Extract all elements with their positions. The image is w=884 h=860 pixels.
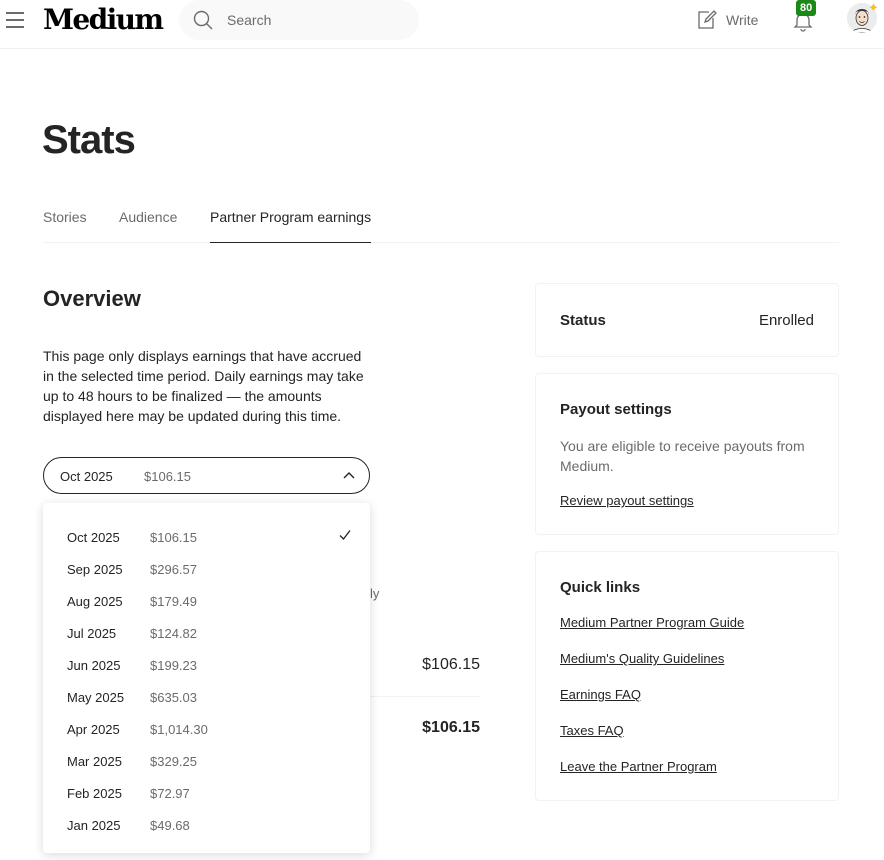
month-option-amount: $106.15 [150,530,197,545]
menu-icon[interactable] [6,12,24,28]
tab-stories[interactable]: Stories [43,209,87,225]
payout-eligibility-text: You are eligible to receive payouts from Medium. [560,438,805,474]
taxes-faq-link[interactable]: Taxes FAQ [560,723,624,738]
quick-links-card [535,551,839,801]
month-option-amount: $296.57 [150,562,197,577]
month-option-amount: $329.25 [150,754,197,769]
month-option-amount: $199.23 [150,658,197,673]
stats-tabs [43,200,839,243]
write-icon [696,9,718,31]
month-option[interactable] [43,809,370,841]
month-dropdown-menu [43,503,370,853]
overview-description: This page only displays earnings that have accrued in the selected time period. Daily earnings may take up to 48 hours to be finalized — the amounts displayed here may be updated during this time. [43,348,364,424]
divider [370,696,480,697]
chevron-up-icon [342,470,356,482]
month-option-amount: $49.68 [150,818,190,833]
search-input[interactable] [227,10,397,30]
month-option-label: Sep 2025 [67,562,123,577]
month-option[interactable] [43,745,370,777]
month-option[interactable] [43,521,370,553]
month-option-label: Oct 2025 [67,530,120,545]
earnings-amount: $106.15 [422,656,480,673]
month-select[interactable] [43,457,370,494]
month-option-label: May 2025 [67,690,125,705]
selected-amount: $106.15 [144,469,191,484]
page-title: Stats [42,118,135,162]
month-option[interactable] [43,777,370,809]
partner-program-guide-link[interactable]: Medium Partner Program Guide [560,615,745,630]
payout-settings-heading: Payout settings [560,401,672,418]
tab-audience[interactable]: Audience [119,209,178,225]
month-option-label: Jan 2025 [67,818,121,833]
month-option-amount: $635.03 [150,690,197,705]
member-star-icon: ✦ [868,0,879,15]
month-option-label: Jul 2025 [67,626,117,641]
write-button[interactable] [696,8,758,32]
month-option-label: Apr 2025 [67,722,120,737]
month-option[interactable] [43,649,370,681]
notification-count-badge: 80 [796,0,816,16]
month-option-label: Jun 2025 [67,658,121,673]
medium-logo[interactable]: Medium [43,3,163,36]
search-box[interactable] [179,0,419,40]
top-navigation-bar [0,0,884,49]
month-option-amount: $1,014.30 [150,722,208,737]
month-option[interactable] [43,681,370,713]
status-label: Status [560,312,606,329]
quality-guidelines-link[interactable]: Medium's Quality Guidelines [560,651,725,666]
month-option-label: Feb 2025 [67,786,122,801]
review-payout-settings-link[interactable]: Review payout settings [560,493,694,508]
month-option[interactable] [43,617,370,649]
payout-settings-card [535,373,839,535]
month-option-label: Mar 2025 [67,754,122,769]
selected-month: Oct 2025 [60,469,113,484]
tab-partner-program-earnings[interactable]: Partner Program earnings [210,209,371,243]
month-option-amount: $124.82 [150,626,197,641]
leave-partner-program-link[interactable]: Leave the Partner Program [560,759,717,774]
overview-heading: Overview [43,286,141,311]
partial-description: ly [370,586,380,601]
earnings-faq-link[interactable]: Earnings FAQ [560,687,641,702]
status-card [535,283,839,357]
month-option[interactable] [43,585,370,617]
checkmark-icon [338,528,352,542]
month-option[interactable] [43,553,370,585]
quick-links-heading: Quick links [560,579,641,596]
month-option-amount: $72.97 [150,786,190,801]
total-earnings-amount: $106.15 [422,719,480,736]
month-option-amount: $179.49 [150,594,197,609]
month-option-label: Aug 2025 [67,594,123,609]
month-option[interactable] [43,713,370,745]
status-value: Enrolled [758,312,814,329]
search-icon [193,10,213,30]
write-label: Write [726,12,759,28]
